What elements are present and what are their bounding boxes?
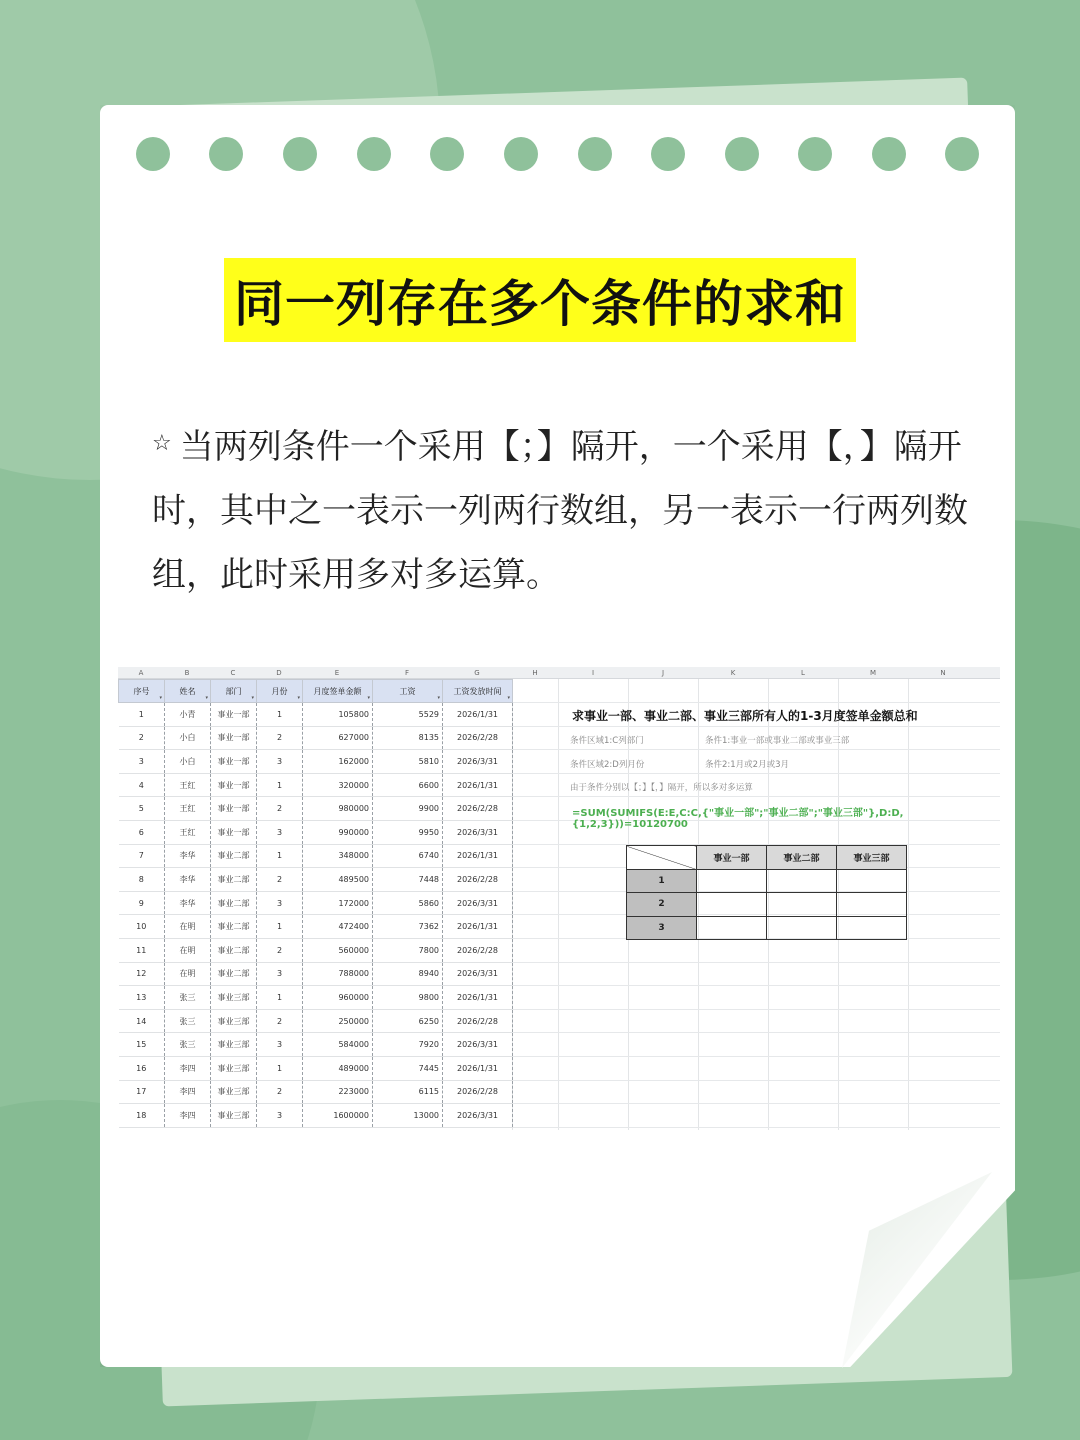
grid-line [511, 1103, 1000, 1104]
table-cell[interactable]: 2026/1/31 [443, 844, 513, 868]
table-cell[interactable]: 1 [119, 703, 165, 727]
table-cell[interactable]: 2026/2/28 [443, 797, 513, 821]
table-cell[interactable]: 2026/1/31 [443, 773, 513, 797]
table-cell[interactable]: 1 [257, 844, 303, 868]
table-row [119, 1056, 513, 1080]
table-cell[interactable]: 489000 [303, 1056, 373, 1080]
table-row [119, 1009, 513, 1033]
note-cond1: 条件1:事业一部或事业二部或事业三部 [705, 736, 850, 746]
result-row-header[interactable]: 2 [627, 893, 697, 917]
grid-line [511, 796, 1000, 797]
note-cond2: 条件2:1月或2月或3月 [705, 760, 789, 770]
table-cell[interactable]: 2026/3/31 [443, 891, 513, 915]
column-header[interactable]: 部门 ▾ [211, 680, 257, 703]
table-cell[interactable]: 2026/2/28 [443, 868, 513, 892]
column-header[interactable]: 工资 ▾ [373, 680, 443, 703]
description [152, 412, 982, 607]
table-cell[interactable]: 1 [257, 773, 303, 797]
result-cell[interactable] [837, 916, 907, 940]
column-letter[interactable]: C [230, 669, 236, 677]
table-cell[interactable]: 4 [119, 773, 165, 797]
table-cell[interactable]: 2026/2/28 [443, 726, 513, 750]
table-row [119, 1033, 513, 1057]
description-text: 当两列条件一个采用【；】隔开，一个采用【，】隔开时，其中之一表示一列两行数组，另一表示一行两列数组，此时采用多对多运算。 [152, 427, 968, 595]
table-cell[interactable]: 张三 [165, 1009, 211, 1033]
result-row [627, 869, 907, 893]
result-row [627, 893, 907, 917]
table-cell[interactable]: 2026/3/31 [443, 820, 513, 844]
table-cell[interactable]: 6 [119, 820, 165, 844]
table-cell[interactable]: 事业一部 [211, 726, 257, 750]
table-cell[interactable]: 2 [257, 1009, 303, 1033]
table-cell[interactable]: 王红 [165, 797, 211, 821]
table-cell[interactable]: 1 [257, 915, 303, 939]
task-title: 求事业一部、事业二部、事业三部所有人的1-3月度签单金额总和 [572, 709, 918, 723]
result-row-header[interactable]: 3 [627, 916, 697, 940]
table-cell[interactable]: 3 [257, 1033, 303, 1057]
grid-line [511, 985, 1000, 986]
table-cell[interactable]: 2026/1/31 [443, 1056, 513, 1080]
table-cell[interactable]: 李四 [165, 1104, 211, 1128]
binder-hole [798, 137, 832, 171]
table-cell[interactable]: 1 [257, 986, 303, 1010]
grid-line [511, 726, 1000, 727]
result-cell[interactable] [837, 893, 907, 917]
table-row [119, 868, 513, 892]
table-cell[interactable]: 事业一部 [211, 820, 257, 844]
binder-hole [725, 137, 759, 171]
table-cell[interactable]: 2 [257, 938, 303, 962]
column-header[interactable]: 月度签单金额 ▾ [303, 680, 373, 703]
table-row [119, 891, 513, 915]
table-cell[interactable]: 事业二部 [211, 891, 257, 915]
filter-dropdown-icon[interactable]: ▾ [437, 695, 440, 701]
table-cell[interactable]: 3 [257, 891, 303, 915]
grid-line [511, 962, 1000, 963]
result-column-header[interactable]: 事业三部 [837, 846, 907, 870]
column-letter[interactable]: E [334, 669, 340, 677]
table-cell[interactable]: 2026/3/31 [443, 1033, 513, 1057]
table-cell[interactable]: 3 [257, 820, 303, 844]
table-row [119, 844, 513, 868]
table-row [119, 986, 513, 1010]
result-corner-cell[interactable] [627, 846, 697, 870]
table-cell[interactable]: 小白 [165, 750, 211, 774]
table-cell[interactable]: 250000 [303, 1009, 373, 1033]
table-cell[interactable]: 2 [257, 726, 303, 750]
table-cell[interactable]: 李四 [165, 1056, 211, 1080]
table-cell[interactable]: 320000 [303, 773, 373, 797]
table-cell[interactable]: 2026/1/31 [443, 986, 513, 1010]
column-letter[interactable]: K [730, 669, 736, 677]
column-letter[interactable]: J [661, 669, 665, 677]
table-cell[interactable]: 7362 [373, 915, 443, 939]
table-cell[interactable]: 7445 [373, 1056, 443, 1080]
table-cell[interactable]: 2026/1/31 [443, 915, 513, 939]
table-cell[interactable]: 2 [257, 868, 303, 892]
table-cell[interactable]: 3 [257, 1104, 303, 1128]
result-cell[interactable] [767, 869, 837, 893]
table-cell[interactable]: 2026/1/31 [443, 703, 513, 727]
binder-holes [0, 0, 1080, 200]
table-cell[interactable]: 张三 [165, 1033, 211, 1057]
result-column-header[interactable]: 事业一部 [697, 846, 767, 870]
table-row [119, 797, 513, 821]
table-cell[interactable]: 2026/2/28 [443, 1080, 513, 1104]
title-wrap [0, 258, 1080, 342]
result-cell[interactable] [697, 869, 767, 893]
table-cell[interactable]: 事业二部 [211, 962, 257, 986]
table-cell[interactable]: 14 [119, 1009, 165, 1033]
filter-dropdown-icon[interactable]: ▾ [367, 695, 370, 701]
table-cell[interactable]: 2026/3/31 [443, 1104, 513, 1128]
table-cell[interactable]: 事业二部 [211, 844, 257, 868]
spreadsheet-screenshot [118, 667, 1000, 1130]
column-letter[interactable]: N [940, 669, 946, 677]
table-cell[interactable]: 960000 [303, 986, 373, 1010]
table-cell[interactable]: 7920 [373, 1033, 443, 1057]
column-header[interactable]: 月份 ▾ [257, 680, 303, 703]
binder-hole [504, 137, 538, 171]
table-cell[interactable]: 7 [119, 844, 165, 868]
table-cell[interactable]: 王红 [165, 773, 211, 797]
filter-dropdown-icon[interactable]: ▾ [205, 695, 208, 701]
grid-line [558, 679, 559, 1130]
result-cell[interactable] [697, 916, 767, 940]
table-cell[interactable]: 980000 [303, 797, 373, 821]
table-cell[interactable]: 8135 [373, 726, 443, 750]
column-letter[interactable]: H [532, 669, 538, 677]
table-cell[interactable]: 560000 [303, 938, 373, 962]
table-cell[interactable]: 489500 [303, 868, 373, 892]
table-cell[interactable]: 7800 [373, 938, 443, 962]
table-cell[interactable]: 9950 [373, 820, 443, 844]
table-cell[interactable]: 在明 [165, 915, 211, 939]
table-row [119, 820, 513, 844]
table-cell[interactable]: 事业一部 [211, 750, 257, 774]
table-row [119, 1080, 513, 1104]
column-header[interactable]: 姓名 ▾ [165, 680, 211, 703]
formula-text: =SUM(SUMIFS(E:E,C:C,{"事业一部";"事业二部";"事业三部"},D:D,{1,2,3}))=10120700 [572, 808, 904, 830]
table-cell[interactable]: 17 [119, 1080, 165, 1104]
table-cell[interactable]: 627000 [303, 726, 373, 750]
table-cell[interactable]: 13000 [373, 1104, 443, 1128]
binder-hole [209, 137, 243, 171]
result-cell[interactable] [767, 893, 837, 917]
table-cell[interactable]: 小青 [165, 703, 211, 727]
binder-hole [136, 137, 170, 171]
column-letter[interactable]: B [184, 669, 190, 677]
table-cell[interactable]: 小白 [165, 726, 211, 750]
table-row [119, 750, 513, 774]
table-cell[interactable]: 王红 [165, 820, 211, 844]
table-cell[interactable]: 16 [119, 1056, 165, 1080]
table-row [119, 1104, 513, 1128]
table-cell[interactable]: 6115 [373, 1080, 443, 1104]
column-letter[interactable]: G [474, 669, 480, 677]
table-cell[interactable]: 事业三部 [211, 1080, 257, 1104]
column-letter[interactable]: F [404, 669, 410, 677]
table-cell[interactable]: 172000 [303, 891, 373, 915]
table-cell[interactable]: 3 [119, 750, 165, 774]
table-cell[interactable]: 8 [119, 868, 165, 892]
table-cell[interactable]: 5860 [373, 891, 443, 915]
table-cell[interactable]: 事业一部 [211, 703, 257, 727]
column-letter[interactable]: I [591, 669, 595, 677]
result-row [627, 916, 907, 940]
grid-line [511, 1127, 1000, 1128]
grid-line [511, 1056, 1000, 1057]
table-row [119, 915, 513, 939]
table-cell[interactable]: 5810 [373, 750, 443, 774]
table-cell[interactable]: 事业三部 [211, 1056, 257, 1080]
filter-dropdown-icon[interactable]: ▾ [297, 695, 300, 701]
table-cell[interactable]: 5 [119, 797, 165, 821]
table-cell[interactable]: 事业三部 [211, 986, 257, 1010]
table-cell[interactable]: 6600 [373, 773, 443, 797]
table-cell[interactable]: 223000 [303, 1080, 373, 1104]
table-cell[interactable]: 18 [119, 1104, 165, 1128]
binder-hole [872, 137, 906, 171]
note-area1: 条件区域1:C列部门 [570, 736, 644, 746]
table-cell[interactable]: 584000 [303, 1033, 373, 1057]
table-cell[interactable]: 2026/3/31 [443, 962, 513, 986]
table-cell[interactable]: 472400 [303, 915, 373, 939]
result-cell[interactable] [767, 916, 837, 940]
table-cell[interactable]: 6250 [373, 1009, 443, 1033]
table-cell[interactable]: 13 [119, 986, 165, 1010]
result-cell[interactable] [697, 893, 767, 917]
table-cell[interactable]: 9 [119, 891, 165, 915]
result-table [626, 845, 907, 940]
star-icon: ☆ [152, 431, 172, 456]
column-letter[interactable]: M [869, 669, 877, 677]
table-row [119, 773, 513, 797]
table-row [119, 938, 513, 962]
column-header[interactable]: 工资发放时间 ▾ [443, 680, 513, 703]
grid-line [511, 1009, 1000, 1010]
table-row [119, 703, 513, 727]
table-cell[interactable]: 3 [257, 962, 303, 986]
table-row [119, 726, 513, 750]
table-cell[interactable]: 8940 [373, 962, 443, 986]
binder-hole [283, 137, 317, 171]
table-cell[interactable]: 事业三部 [211, 1104, 257, 1128]
table-cell[interactable]: 7448 [373, 868, 443, 892]
table-cell[interactable]: 1 [257, 1056, 303, 1080]
filter-dropdown-icon[interactable]: ▾ [159, 695, 162, 701]
table-cell[interactable]: 15 [119, 1033, 165, 1057]
filter-dropdown-icon[interactable]: ▾ [251, 695, 254, 701]
table-cell[interactable]: 事业三部 [211, 1009, 257, 1033]
note-area2: 条件区域2:D列月份 [570, 760, 645, 770]
table-cell[interactable]: 2026/2/28 [443, 938, 513, 962]
note-reason: 由于条件分别以【；】【，】隔开，所以多对多运算 [570, 783, 753, 793]
binder-hole [651, 137, 685, 171]
table-cell[interactable]: 10 [119, 915, 165, 939]
table-cell[interactable]: 事业三部 [211, 1033, 257, 1057]
table-cell[interactable]: 5529 [373, 703, 443, 727]
table-cell[interactable]: 事业一部 [211, 797, 257, 821]
grid-line [511, 773, 1000, 774]
binder-hole [357, 137, 391, 171]
table-cell[interactable]: 9900 [373, 797, 443, 821]
result-row-header[interactable]: 1 [627, 869, 697, 893]
table-cell[interactable]: 事业二部 [211, 915, 257, 939]
table-cell[interactable]: 348000 [303, 844, 373, 868]
table-cell[interactable]: 张三 [165, 986, 211, 1010]
table-cell[interactable]: 2026/3/31 [443, 750, 513, 774]
grid-line [511, 1080, 1000, 1081]
table-cell[interactable]: 事业二部 [211, 868, 257, 892]
table-cell[interactable]: 在明 [165, 938, 211, 962]
table-cell[interactable]: 788000 [303, 962, 373, 986]
table-cell[interactable]: 2026/2/28 [443, 1009, 513, 1033]
table-cell[interactable]: 2 [119, 726, 165, 750]
column-header[interactable]: 序号 ▾ [119, 680, 165, 703]
table-cell[interactable]: 3 [257, 750, 303, 774]
result-cell[interactable] [837, 869, 907, 893]
table-cell[interactable]: 在明 [165, 962, 211, 986]
grid-line [511, 702, 1000, 703]
table-cell[interactable]: 105800 [303, 703, 373, 727]
grid-line [511, 749, 1000, 750]
result-column-header[interactable]: 事业二部 [767, 846, 837, 870]
table-row [119, 962, 513, 986]
table-cell[interactable]: 李华 [165, 891, 211, 915]
column-letter[interactable]: L [801, 669, 805, 677]
column-letter[interactable]: D [276, 669, 282, 677]
page-title: 同一列存在多个条件的求和 [224, 258, 856, 342]
column-header-bar [118, 667, 1000, 679]
grid-line [511, 1032, 1000, 1033]
table-cell[interactable]: 事业二部 [211, 938, 257, 962]
table-cell[interactable]: 12 [119, 962, 165, 986]
table-cell[interactable]: 事业一部 [211, 773, 257, 797]
table-cell[interactable]: 李四 [165, 1080, 211, 1104]
grid-line [908, 679, 909, 1130]
data-table [118, 679, 513, 1128]
table-cell[interactable]: 1600000 [303, 1104, 373, 1128]
table-cell[interactable]: 1 [257, 703, 303, 727]
table-cell[interactable]: 11 [119, 938, 165, 962]
table-cell[interactable]: 2 [257, 797, 303, 821]
table-cell[interactable]: 2 [257, 1080, 303, 1104]
column-letter[interactable]: A [138, 669, 144, 677]
table-cell[interactable]: 990000 [303, 820, 373, 844]
filter-dropdown-icon[interactable]: ▾ [507, 695, 510, 701]
table-cell[interactable]: 162000 [303, 750, 373, 774]
table-cell[interactable]: 李华 [165, 868, 211, 892]
binder-hole [578, 137, 612, 171]
result-header-row [627, 846, 907, 870]
table-cell[interactable]: 李华 [165, 844, 211, 868]
binder-hole [430, 137, 464, 171]
binder-hole [945, 137, 979, 171]
table-cell[interactable]: 9800 [373, 986, 443, 1010]
table-cell[interactable]: 6740 [373, 844, 443, 868]
